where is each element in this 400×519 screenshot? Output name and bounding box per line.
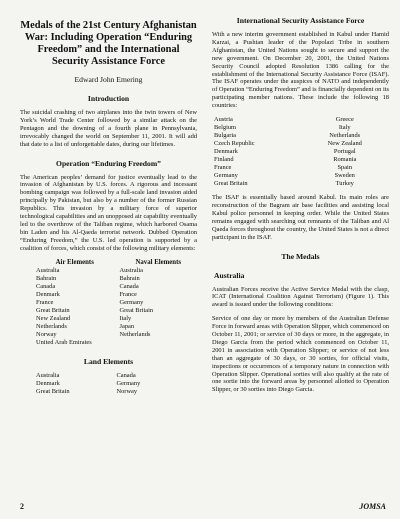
list-item: Turkey (335, 180, 354, 188)
list-item: Romania (333, 156, 357, 164)
list-item: Italy (119, 314, 132, 322)
land-elements (36, 372, 197, 396)
list-item: Belgium (214, 124, 237, 132)
list-item: Australia (36, 266, 60, 274)
list-item: New Zealand (327, 140, 362, 148)
right-column (212, 14, 389, 400)
list-item: Great Britain (119, 306, 154, 314)
list-item: Czech Republic (214, 140, 255, 148)
list-item: Bahrain (36, 274, 57, 282)
introduction-heading: Introduction (87, 94, 130, 103)
left-column (20, 14, 197, 402)
list-item: New Zealand (36, 314, 71, 322)
isaf-countries-right (301, 116, 390, 188)
naval-elements-heading-text: Naval Elements (135, 258, 181, 266)
list-item: Denmark (36, 379, 60, 387)
oef-paragraph: The American peoples’ demand for justice eventually lead to the invasion of Afghanistan by U.S. forces. A rigorous and incessant bombing campaign was followed by a full-scale land invasion aided principally by Pakistan, but also by a number of the former Russian Republics. This invasion by a military force of superior technological capabilities and an unopposed air capability eventually led to the overthrow of the Taliban regime, which harbored Osama bin Laden and his Al-Qaeda terrorist network. Dubbed Operation “Enduring Freedom,” the U.S. led operation is supported by a coalition of forces, which consist of the following military elements: (20, 173, 197, 252)
list-item: Norway (36, 330, 57, 338)
list-item: France (119, 290, 137, 298)
list-item: Great Britain (36, 306, 70, 314)
list-item: Australia (36, 371, 60, 379)
isaf-paragraph: With a new interim government established in Kabul under Hamid Karzai, a Pushtan leader of the Popolazi Tribe in southern Afghanistan, the United Nations sought to secure and support the new government. On December 20, 2001, the United Nations Security Council adopted Resolution 1386 calling for the establishment of the International Security Assistance Force (ISAF). The ISAF operates under the auspices of NATO and independently of Operation “Enduring Freedom” and is financially dependent on its participating member nations. These include the following 18 countries: (212, 31, 389, 110)
list-item: Austria (214, 116, 233, 124)
list-item: Australia (119, 266, 143, 274)
naval-elements-heading (120, 259, 198, 267)
land-elements-left (36, 372, 117, 396)
list-item: Spain (337, 164, 353, 172)
list-item: Netherlands (36, 322, 67, 330)
australia-paragraph-2: Service of one day or more by members of the Australian Defense Force in forward areas with Operation Slipper, which commenced on October 11, 2001; or service of 30 days or more, in the aggregate, in Diego Garcia from the period which commenced on October 11, 2001 in association with Operation Slipper; or service of not less than an aggregate of 30 days, or 30 sorties, for official visits, inspections or occurrences of a temporary nature in connection with Operation Slipper. Operational sorties will also qualify at the rate of one sortie into the forward areas by personnel allotted to Operation Slipper, or 30 sorties into Diego Garcia. (212, 315, 389, 394)
list-item: Netherlands (329, 132, 361, 140)
list-item: Denmark (214, 148, 238, 156)
list-item: Netherlands (119, 330, 151, 338)
list-item: Germany (214, 172, 238, 180)
isaf-countries (212, 116, 389, 188)
australia-heading: Australia (214, 270, 245, 280)
list-item: Greece (335, 116, 354, 124)
air-elements-list (36, 267, 114, 347)
introduction-paragraph: The suicidal crashing of two airplanes into the twin towers of New York’s World Trade Center followed by a similar attack on the Pentagon and the downing of a fourth plane in Pennsylvania, irrevocably changed the world on September 11, 2001. It will add that date to a list of unforgettable dates, during our lifetimes. (20, 109, 197, 148)
page-number: 2 (20, 502, 24, 511)
list-item: Canada (119, 282, 139, 290)
list-item: Germany (119, 298, 144, 306)
list-item: Germany (116, 379, 141, 387)
air-elements-heading-text: Air Elements (55, 258, 94, 266)
list-item: Sweden (334, 172, 355, 180)
list-item: France (214, 164, 232, 172)
medals-heading: The Medals (281, 251, 320, 261)
list-item: Bulgaria (214, 132, 237, 140)
list-item: Italy (338, 124, 351, 132)
article-title: Medals of the 21st Century Afghanistan War: Including Operation “Enduring Freedom” and the International Security Assistance Force (20, 20, 197, 67)
list-item: United Arab Emirates (36, 338, 92, 346)
list-item: Canada (36, 282, 56, 290)
list-item: Great Britain (214, 180, 248, 188)
isaf-paragraph-2: The ISAF is essentially based around Kabul. Its main roles are reconstruction of the Bagram air base facilities and assisting local Kabul police personnel in keeping order. While the United States remains engaged with searching out remnants of the Taliban and Al Qaeda forces throughout the country, the United States is not a direct participant in the ISAF. (212, 194, 389, 241)
land-elements-heading: Land Elements (83, 356, 134, 366)
oef-heading: Operation “Enduring Freedom” (56, 158, 161, 168)
list-item: Finland (214, 156, 234, 164)
air-elements-heading (36, 259, 114, 267)
naval-elements-list (120, 267, 198, 347)
list-item: Great Britain (36, 387, 70, 395)
list-item: Portugal (333, 148, 356, 156)
journal-name: JOMSA (359, 502, 386, 511)
list-item: Japan (119, 322, 135, 330)
list-item: Bahrain (119, 274, 140, 282)
list-item: France (36, 298, 54, 306)
isaf-heading: International Security Assistance Force (236, 16, 365, 25)
list-item: Denmark (36, 290, 60, 298)
list-item: Canada (116, 371, 136, 379)
land-elements-right (117, 372, 198, 396)
air-naval-elements (36, 259, 197, 347)
australia-paragraph-1: Australian Forces receive the Active Service Medal with the clasp, ICAT (International Coalition Against Terrorism) (Figure 1). This award is issued under the following conditions: (212, 285, 389, 309)
list-item: Norway (116, 387, 138, 395)
isaf-countries-left (212, 116, 301, 188)
author-name: Edward John Emering (74, 75, 143, 84)
